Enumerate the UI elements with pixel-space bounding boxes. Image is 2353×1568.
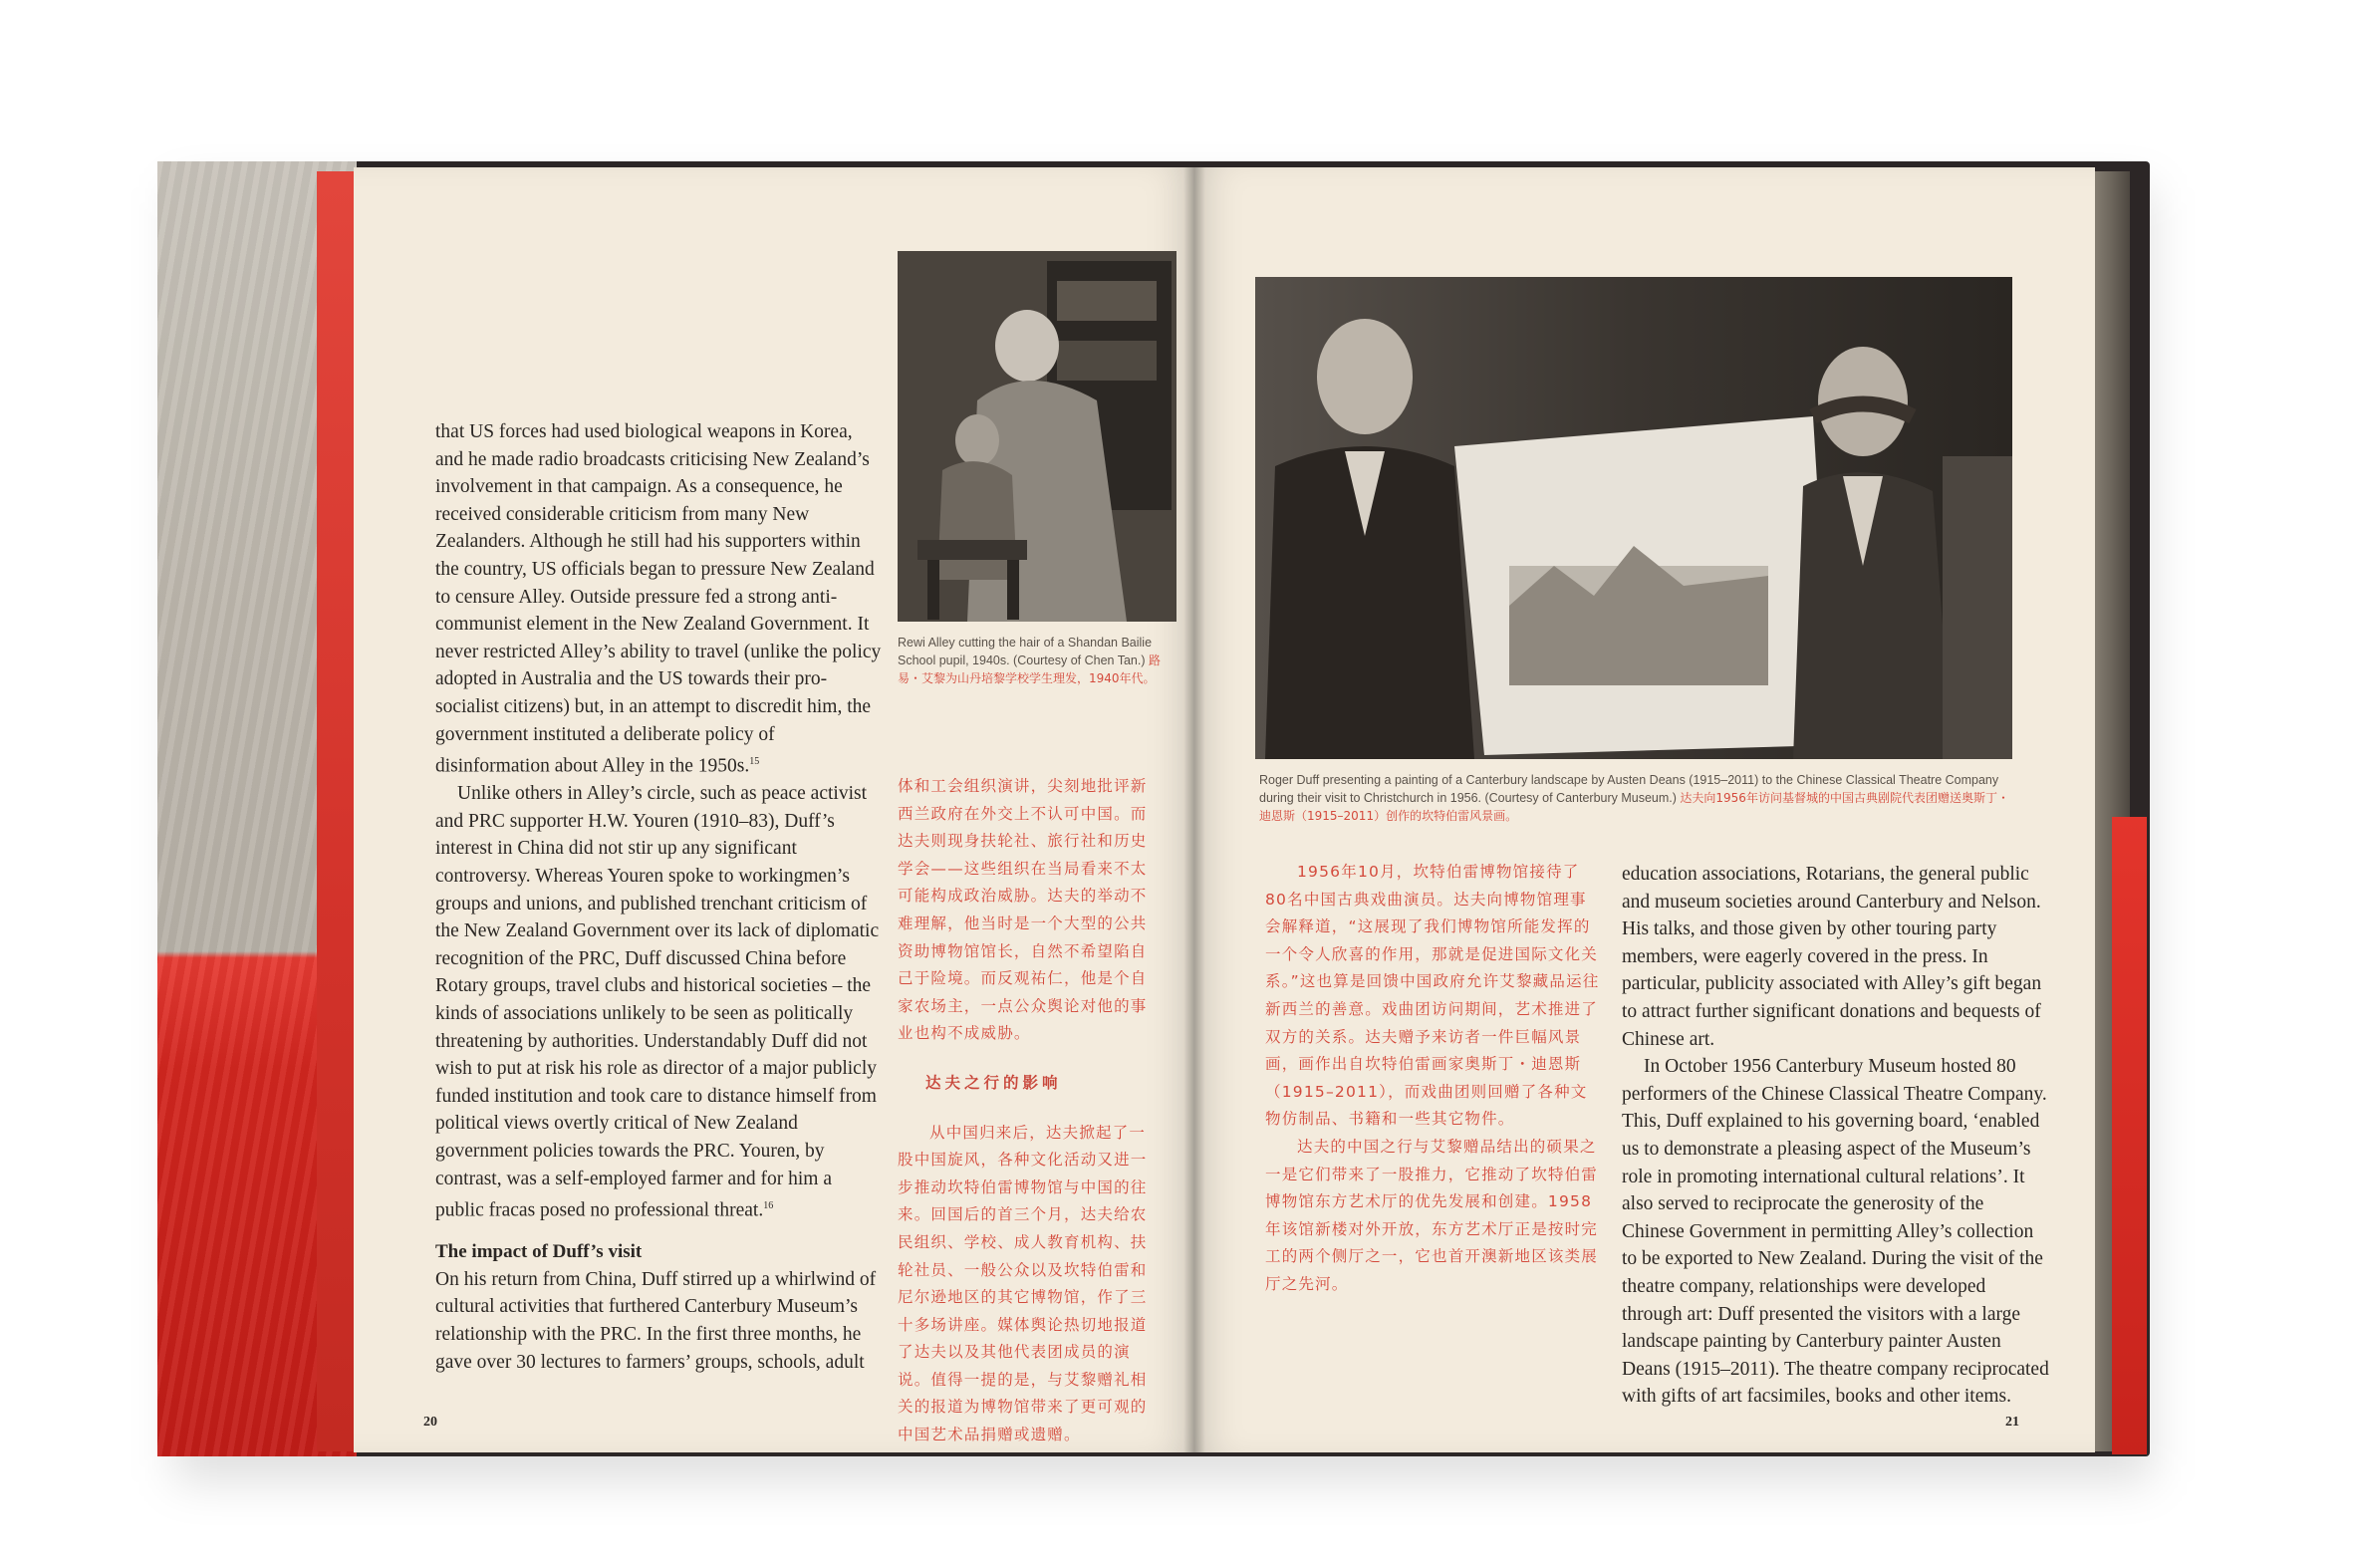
page-number: 21	[2005, 1415, 2019, 1430]
page-number: 20	[423, 1415, 437, 1430]
left-red-strip	[317, 171, 359, 1451]
photo-duff-presentation	[1255, 277, 2012, 759]
paragraph: In October 1956 Canterbury Museum hosted 80 performers of the Chinese Classical Theatre Company. This, Duff explained to his governing board, ‘enabled us to demonstrate a pleasing aspect of the Museum’s role in promoting international cultural relations’. It also served to reciprocate the generosity of the Chinese Government in permitting Alley’s collection to be exported to New Zealand. During the visit of the theatre company, relationships were developed through art: Duff presented the visitors with a large landscape painting by Canterbury painter Austen Deans (1915–2011). The theatre company reciprocated with gifts of art facsimiles, books and other items.	[1622, 1056, 2049, 1408]
paragraph: education associations, Rotarians, the general public and museum societies around Canterbury and Nelson. His talks, and those given by other touring party members, were eagerly covered in the press. In particular, publicity associated with Alley’s gift began to attract further significant donations and bequests of Chinese art.	[1622, 864, 2042, 1050]
photo-duff-presentation-image	[1255, 277, 2012, 759]
left-page	[354, 167, 1195, 1452]
photo-alley-haircut-image	[898, 251, 1176, 622]
paragraph: On his return from China, Duff stirred up a whirlwind of cultural activities that furthered Canterbury Museum’s relationship with the PRC. In the first three months, he gave over 30 lectures to farmers’ groups, schools, adult	[435, 1268, 877, 1373]
right-chinese-column	[1265, 859, 1600, 1299]
section-heading-cn: 达夫之行的影响	[925, 1073, 1062, 1092]
caption-cn: 路易・艾黎为山丹培黎学校学生理发，1940年代。	[898, 653, 1162, 685]
photo-caption-right	[1259, 771, 2016, 825]
section-heading: The impact of Duff’s visit	[435, 1241, 643, 1263]
photo-caption-left	[898, 634, 1181, 687]
right-red-strip	[2112, 817, 2147, 1454]
paragraph: Unlike others in Alley’s circle, such as peace activist and PRC supporter H.W. Youren (1910–83), Duff’s interest in China did not stir up any significant controversy. Whereas Youren spoke to workingmen’s groups and unions, and published trenchant criticism of the New Zealand Government over its lack of diplomatic recognition of the PRC, Duff discussed China before Rotary groups, travel clubs and historical societies – the kinds of associations unlikely to be seen as politically threatening by authorities. Understandably Duff did not wish to put at risk his role as director of a major publicly funded institution and took care to distance himself from political views overtly critical of New Zealand government policies towards the PRC. Youren, by contrast, was a self-employed farmer and for him a public fracas posed no professional threat.$^{16}$	[435, 783, 880, 1221]
caption-en: Rewi Alley cutting the hair of a Shandan Bailie School pupil, 1940s. (Courtesy of Chen Tan.)	[898, 636, 1153, 667]
paragraph: that US forces had used biological weapons in Korea, and he made radio broadcasts criticising New Zealand’s involvement in that campaign. As a consequence, he received considerable criticism from many New Zealanders. Although he still had his supporters within the country, US officials began to pressure New Zealand to censure Alley. Outside pressure fed a strong anti-communist element in the New Zealand Government. It never restricted Alley’s ability to travel (unlike the policy adopted in Australia and the US towards their pro-socialist citizens) but, in an attempt to discredit him, the government instituted a deliberate policy of disinformation about Alley in the 1950s.$^{15}$	[435, 421, 882, 777]
caption-cn: 达夫向1956年访问基督城的中国古典剧院代表团赠送奥斯丁・迪恩斯（1915–2011）创作的坎特伯雷风景画。	[1259, 791, 2009, 823]
right-page	[1193, 167, 2095, 1452]
footnote-ref: 15	[749, 756, 760, 768]
paragraph-cn: 从中国归来后，达夫掀起了一股中国旋风，各种文化活动又进一步推动坎特伯雷博物馆与中国的往来。回国后的首三个月，达夫给农民组织、学校、成人教育机构、扶轮社员、一般公众以及坎特伯雷和尼尔逊地区的其它博物馆，作了三十多场讲座。媒体舆论热切地报道了达夫以及其他代表团成员的演说。值得一提的是，与艾黎赠礼相关的报道为博物馆带来了更可观的中国艺术品捐赠或遗赠。	[898, 1123, 1148, 1444]
book-gutter	[1183, 167, 1205, 1452]
paragraph-cn: 体和工会组织演讲，尖刻地批评新西兰政府在外交上不认可中国。而达夫则现身扶轮社、旅行社和历史学会——这些组织在当局看来不太可能构成政治威胁。达夫的举动不难理解，他当时是一个大型的公共资助博物馆馆长，自然不希望陷自己于险境。而反观祐仁，他是个自家农场主，一点公众舆论对他的事业也构不成威胁。	[898, 777, 1148, 1043]
paragraph-cn: 达夫的中国之行与艾黎赠品结出的硕果之一是它们带来了一股推力，它推动了坎特伯雷博物馆东方艺术厅的优先发展和创建。1958年该馆新楼对外开放，东方艺术厅正是按时完工的两个侧厅之一，它也首开澳新地区该类展厅之先河。	[1265, 1137, 1599, 1293]
paragraph-cn: 1956年10月，坎特伯雷博物馆接待了80名中国古典戏曲演员。达夫向博物馆理事会解释道，“这展现了我们博物馆所能发挥的一个令人欣喜的作用，那就是促进国际文化关系。”这也算是回馈中国政府允许艾黎藏品运往新西兰的善意。戏曲团访问期间，艺术推进了双方的关系。达夫赠予来访者一件巨幅风景画，画作出自坎特伯雷画家奥斯丁・迪恩斯（1915–2011），而戏曲团则回赠了各种文物仿制品、书籍和一些其它物件。	[1265, 863, 1600, 1129]
left-english-column	[435, 418, 884, 1376]
right-english-column	[1622, 861, 2050, 1411]
caption-en: Roger Duff presenting a painting of a Canterbury landscape by Austen Deans (1915–2011) to the Chinese Classical Theatre Company during their visit to Christchurch in 1956. (Courtesy of Canterbury Museum.)	[1259, 773, 1999, 805]
footnote-ref: 16	[763, 1200, 774, 1212]
left-chinese-column	[898, 773, 1157, 1449]
photo-alley-haircut	[898, 251, 1176, 622]
